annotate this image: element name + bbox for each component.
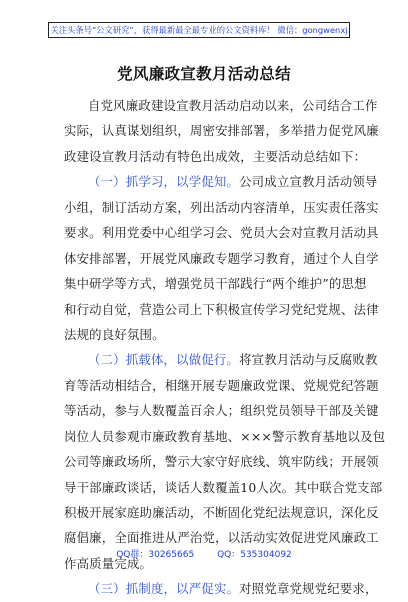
paragraph-line: 作高质量完成。 [64,555,153,571]
paragraph-line: 要求。利用党委中心组学习会、党员大会对宣教月活动具 [64,225,379,241]
section-heading-line [64,169,378,194]
section-heading: （三）抓制度，以严促实。 [88,581,240,597]
paragraph-line: 法规的良好氛围。 [64,326,165,342]
section-heading: （一）抓学习，以学促知。 [88,174,240,190]
section-heading: （二）抓载体，以做促行。 [88,352,240,368]
paragraph-line: 政建设宣教月活动有特色出成效，主要活动总结如下： [64,148,367,164]
header-banner: 关注头条号“公文研究”，获得最新最全最专业的公文资料库！ 微信：gongwenxj [48,22,350,38]
paragraph-line: 等活动，参与人数覆盖百余人；组织党员领导干部及关键 [64,403,379,419]
paragraph-line: 岗位人员参观市廉政教育基地、×××警示教育基地以及包 [64,428,386,444]
paragraph-line: 集中研学等方式，增强党员干部践行“两个维护”的思想 [64,276,367,292]
paragraph-line: 体安排部署，开展党风廉政专题学习教育，通过个人自学 [64,250,379,266]
paragraph-line: 育等活动相结合，相继开展专题廉政党课、党规党纪答题 [64,377,379,393]
paragraph-line: 积极开展家庭助廉活动，不断固化党纪法规意识，深化反 [64,505,379,520]
section-heading-rest: 将宣教月活动与反腐败教 [239,352,378,368]
paragraph-line: 公司等廉政场所，警示大家守好底线、筑牢防线；开展领 [64,454,379,470]
paragraph-line: 自党风廉政建设宣教月活动启动以来，公司结合工作 [88,98,378,113]
paragraph-line: 小组，制订活动方案，列出活动内容清单，压实责任落实 [64,199,379,215]
paragraph-line: 腐倡廉，全面推进从严治党，以活动实效促进党风廉政工 [64,530,379,546]
section-heading-rest: 对照党章党规党纪要求， [239,581,378,597]
paragraph-line: 和行动自觉，营造公司上下积极宣传学习党纪党规、法律 [64,301,379,317]
paragraph-line: 导干部廉政谈话，谈话人数覆盖10人次。其中联合党支部 [64,479,383,495]
document-title: 党风廉政宣教月活动总结 [117,65,291,83]
paragraph-line: 实际，认真谋划组织，周密安排部署，多举措力促党风廉 [64,123,379,139]
section-heading-line [64,347,378,372]
section-heading-line [64,576,378,601]
document-body [64,93,386,602]
footer-contact: QQ群：30265665 QQ：535304092 [116,550,292,560]
section-heading-rest: 公司成立宣教月活动领导 [239,174,378,190]
